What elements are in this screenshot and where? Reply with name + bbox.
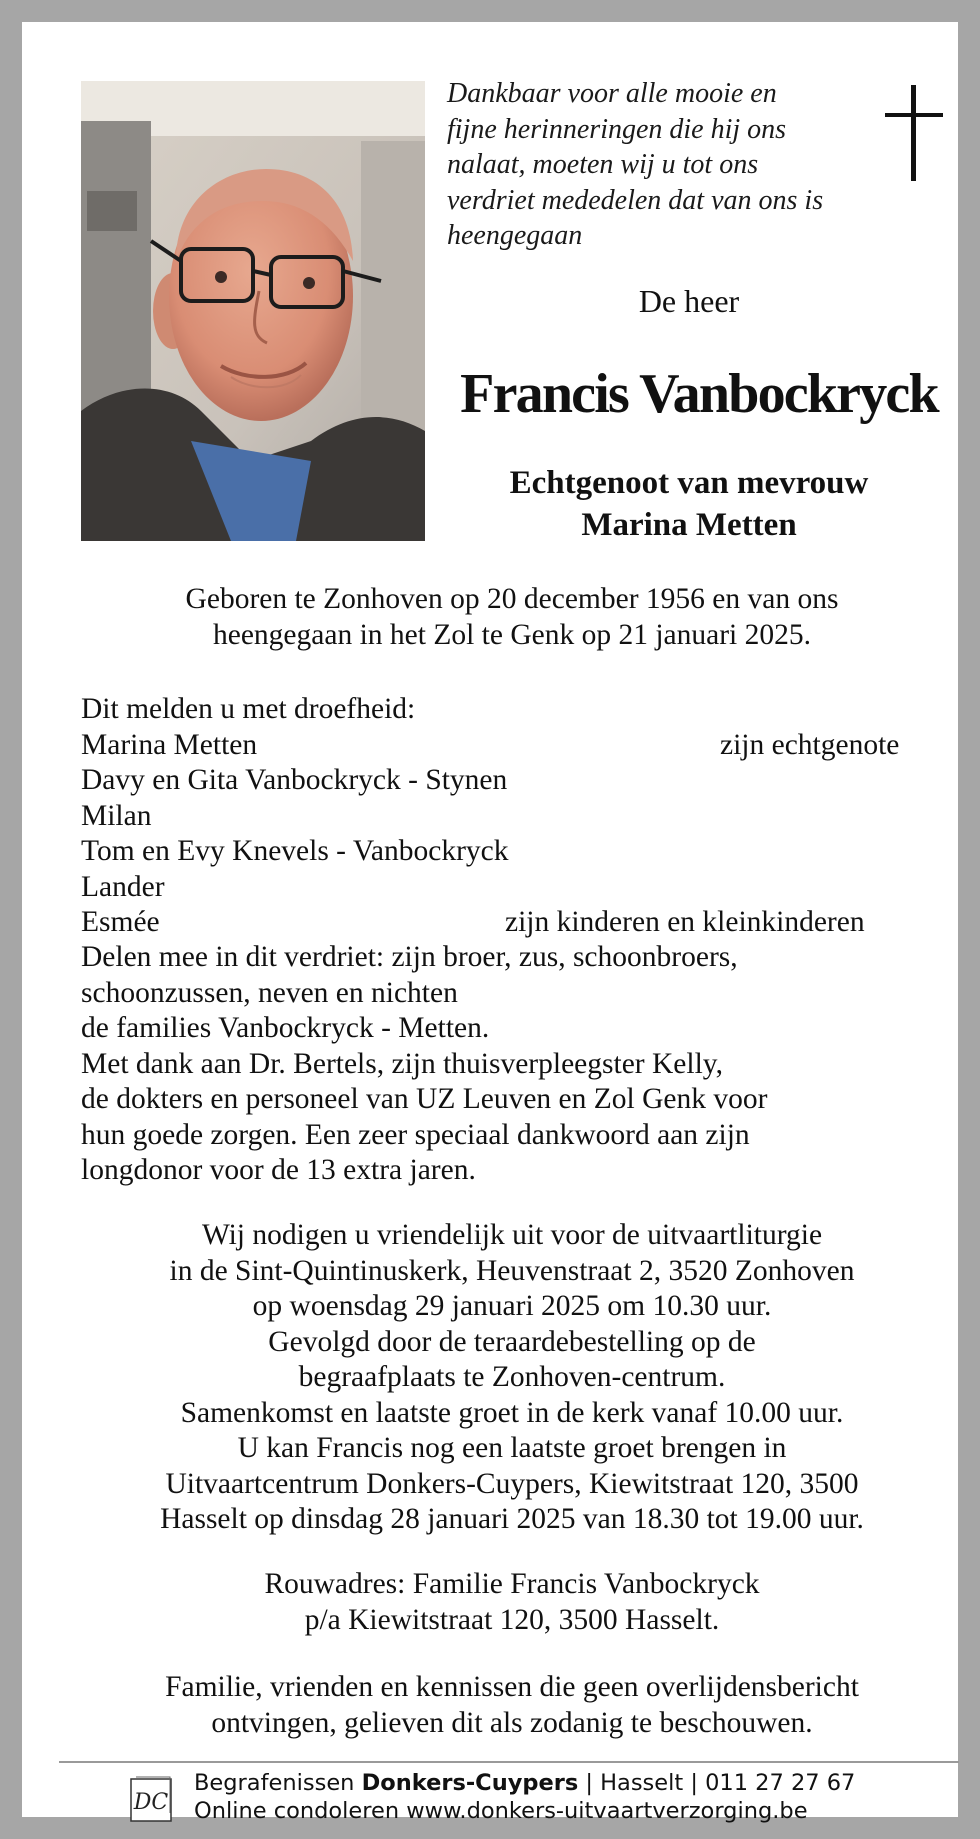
family-heading: Dit melden u met droefheid:: [81, 693, 416, 725]
footer-company: Donkers-Cuypers: [361, 1770, 579, 1796]
honorific: De heer: [638, 283, 740, 319]
notice-line: ontvingen, gelieven dit als zodanig te beschouwen.: [211, 1706, 813, 1739]
footer-contact: | Hasselt | 011 27 27 67: [578, 1770, 856, 1796]
ceremony-line: begraafplaats te Zonhoven-centrum.: [298, 1361, 726, 1393]
family-member: Esmée: [81, 906, 160, 938]
birth-line: Geboren te Zonhoven op 20 december 1956 en van ons: [185, 583, 839, 615]
spouse-info: [447, 462, 931, 546]
footer-divider: [59, 1761, 959, 1763]
family-row: [81, 870, 961, 906]
extended-line: schoonzussen, neven en nichten: [81, 976, 458, 1009]
address-line: p/a Kiewitstraat 120, 3500 Hasselt.: [304, 1603, 720, 1636]
deceased-name: Francis Vanbockryck: [460, 363, 938, 425]
family-row: [81, 728, 961, 764]
cross-icon: [885, 85, 943, 181]
family-member: Tom en Evy Knevels - Vanbockryck: [81, 835, 509, 867]
mourning-address: [82, 1567, 942, 1638]
ceremony-info: [82, 1218, 942, 1538]
family-row: [81, 834, 961, 870]
notice-content: [52, 52, 938, 1824]
extended-line: Met dank aan Dr. Bertels, zijn thuisverpleegster Kelly,: [81, 1047, 723, 1080]
ceremony-line: in de Sint-Quintinuskerk, Heuvenstraat 2, 3520 Zonhoven: [169, 1254, 855, 1287]
notice-text: [82, 1670, 942, 1741]
intro-line: verdriet mededelen dat van ons is: [447, 184, 824, 216]
ceremony-line: Uitvaartcentrum Donkers-Cuypers, Kiewitstraat 120, 3500: [165, 1467, 859, 1500]
spouse-name: Marina Metten: [581, 507, 797, 543]
footer-prefix: Begrafenissen: [194, 1770, 362, 1796]
funeral-home-logo-icon: [130, 1775, 174, 1823]
extended-line: Delen mee in dit verdriet: zijn broer, zus, schoonbroers,: [81, 941, 738, 973]
family-member: Milan: [81, 799, 152, 832]
ceremony-line: Samenkomst en laatste groet in de kerk vanaf 10.00 uur.: [180, 1396, 844, 1429]
extended-line: de dokters en personeel van UZ Leuven en Zol Genk voor: [81, 1083, 768, 1115]
footer-text: [194, 1769, 855, 1825]
extended-family: [81, 940, 961, 1189]
footer-line-2: Online condoleren www.donkers-uitvaartverzorging.be: [194, 1798, 808, 1824]
ceremony-line: Hasselt op dinsdag 28 januari 2025 van 18.30 tot 19.00 uur.: [160, 1503, 864, 1535]
family-relation: zijn echtgenote: [720, 728, 900, 761]
extended-line: longdonor voor de 13 extra jaren.: [81, 1154, 476, 1186]
ceremony-line: Wij nodigen u vriendelijk uit voor de uitvaartliturgie: [201, 1219, 823, 1251]
spouse-line: Echtgenoot van mevrouw: [509, 465, 869, 501]
intro-text: [447, 76, 907, 254]
extended-line: de families Vanbockryck - Metten.: [81, 1012, 490, 1044]
intro-line: nalaat, moeten wij u tot ons: [447, 149, 759, 180]
birth-info: [82, 582, 942, 653]
ceremony-line: U kan Francis nog een laatste groet brengen in: [237, 1432, 787, 1464]
intro-line: Dankbaar voor alle mooie en: [447, 78, 777, 109]
intro-line: heengegaan: [447, 220, 583, 251]
family-row: [81, 799, 961, 835]
notice-line: Familie, vrienden en kennissen die geen overlijdensbericht: [165, 1671, 859, 1703]
address-line: Rouwadres: Familie Francis Vanbockryck: [264, 1568, 760, 1600]
footer-line-1: [194, 1769, 855, 1797]
intro-line: fijne herinneringen die hij ons: [447, 113, 787, 145]
family-member: Marina Metten: [81, 728, 258, 761]
family-relation: zijn kinderen en kleinkinderen: [505, 906, 865, 938]
birth-line: heengegaan in het Zol te Genk op 21 januari 2025.: [212, 618, 811, 651]
logo-text: DC: [133, 1790, 169, 1815]
ceremony-line: Gevolgd door de teraardebestelling op de: [268, 1325, 756, 1358]
family-list: [81, 692, 961, 941]
footer: [52, 1767, 972, 1837]
portrait-photo: [81, 81, 425, 541]
family-member: Davy en Gita Vanbockryck - Stynen: [81, 764, 508, 796]
family-row: [81, 905, 961, 941]
extended-line: hun goede zorgen. Een zeer speciaal dankwoord aan zijn: [81, 1118, 750, 1151]
family-row: [81, 763, 961, 799]
family-member: Lander: [81, 870, 165, 903]
ceremony-line: op woensdag 29 januari 2025 om 10.30 uur.: [252, 1290, 772, 1322]
